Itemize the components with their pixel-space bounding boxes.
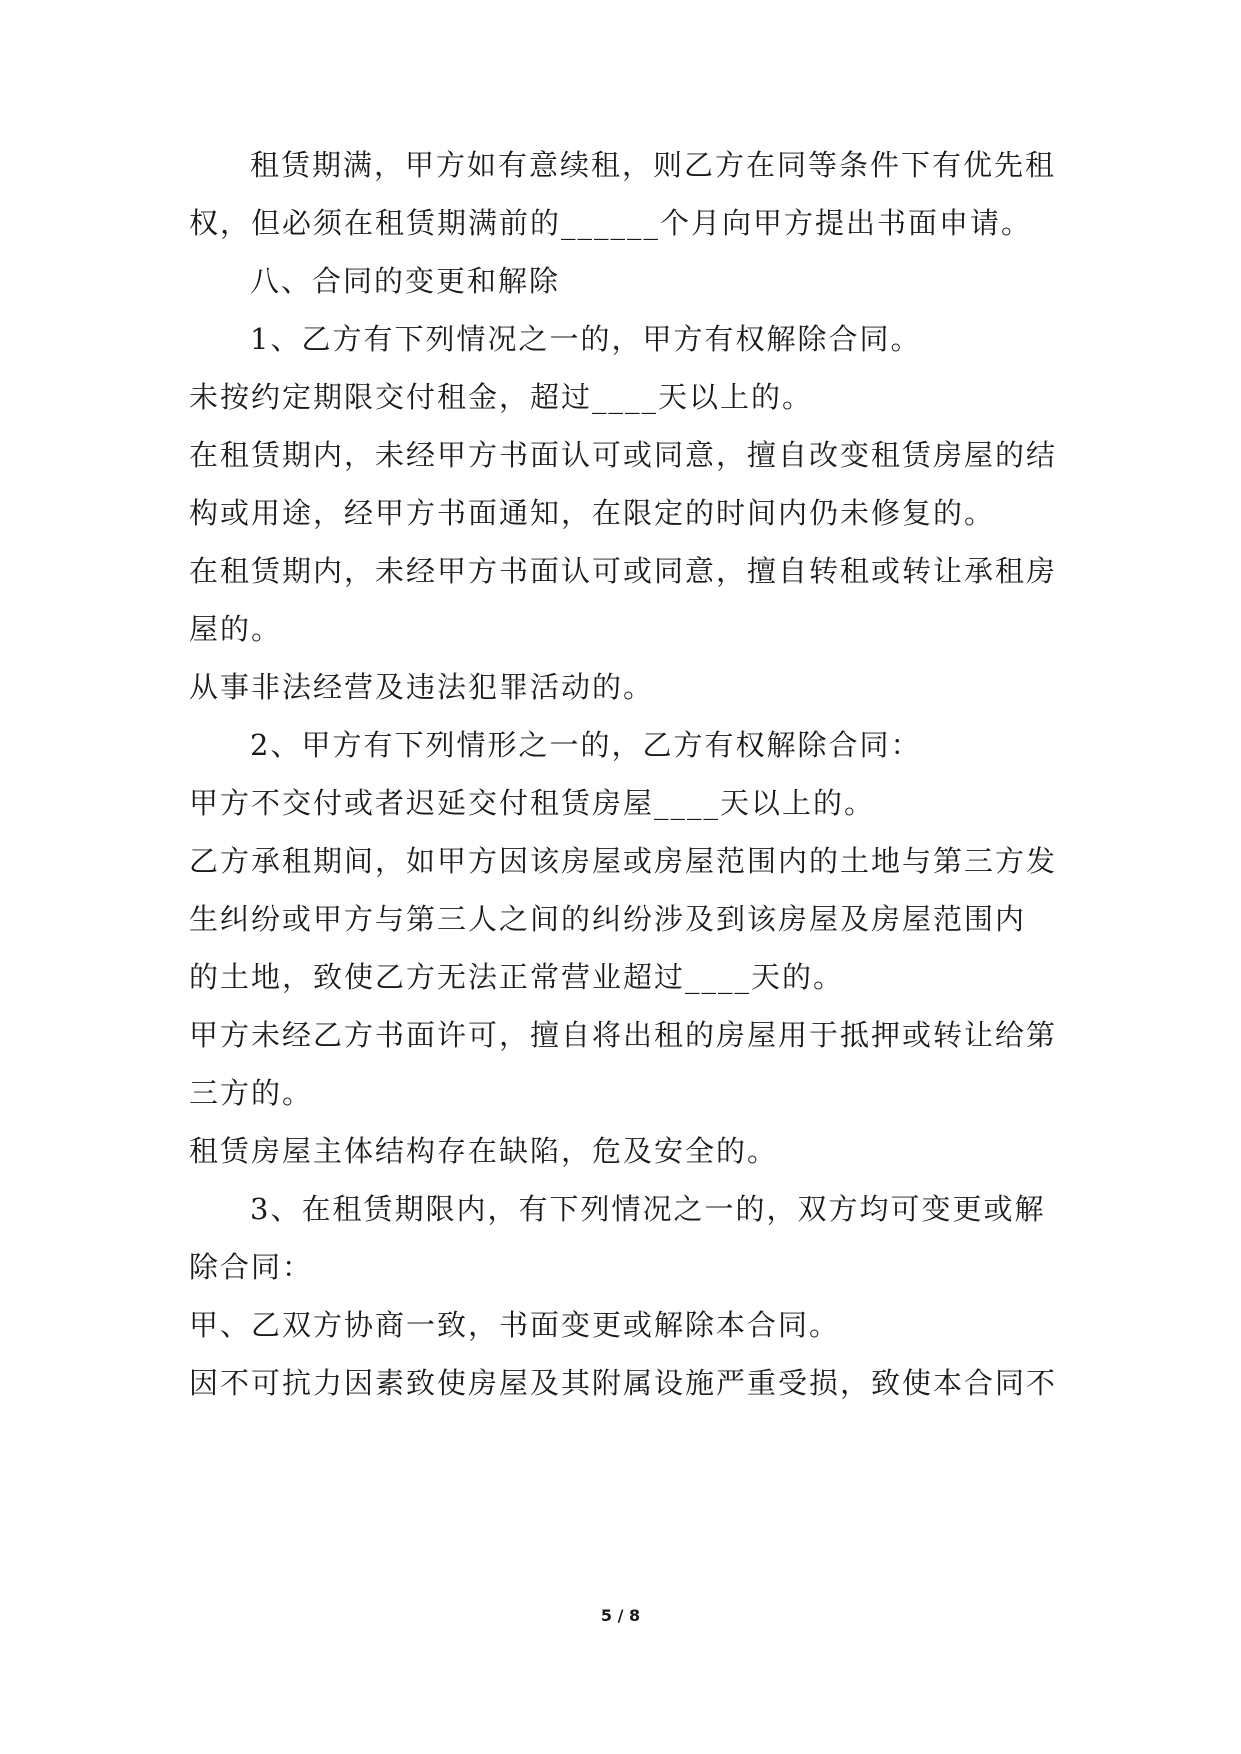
list-item: 在租赁期内，未经甲方书面认可或同意，擅自转租或转让承租房 xyxy=(189,554,1058,588)
list-item: 甲、乙双方协商一致，书面变更或解除本合同。 xyxy=(189,1308,841,1342)
list-item: 甲方不交付或者迟延交付租赁房屋____天以上的。 xyxy=(189,786,876,820)
list-item: 甲方未经乙方书面许可，擅自将出租的房屋用于抵押或转让给第 xyxy=(189,1018,1058,1052)
list-item: 从事非法经营及违法犯罪活动的。 xyxy=(189,670,655,704)
list-item: 租赁房屋主体结构存在缺陷，危及安全的。 xyxy=(189,1134,779,1168)
paragraph-line: 租赁期满，甲方如有意续租，则乙方在同等条件下有优先租 xyxy=(250,148,1057,182)
clause-heading: 3、在租赁期限内，有下列情况之一的，双方均可变更或解 xyxy=(250,1192,1046,1226)
clause-heading: 2、甲方有下列情形之一的，乙方有权解除合同： xyxy=(250,728,922,762)
list-item: 构或用途，经甲方书面通知，在限定的时间内仍未修复的。 xyxy=(189,496,996,530)
list-item: 生纠纷或甲方与第三人之间的纠纷涉及到该房屋及房屋范围内 xyxy=(189,902,1027,936)
list-item: 在租赁期内，未经甲方书面认可或同意，擅自改变租赁房屋的结 xyxy=(189,438,1058,472)
paragraph-line: 除合同： xyxy=(189,1250,314,1284)
paragraph-line: 权，但必须在租赁期满前的______个月向甲方提出书面申请。 xyxy=(189,206,1033,240)
list-item: 未按约定期限交付租金，超过____天以上的。 xyxy=(189,380,814,414)
page-number: 5 / 8 xyxy=(600,1606,641,1625)
list-item: 屋的。 xyxy=(189,612,283,646)
section-heading: 八、合同的变更和解除 xyxy=(250,264,561,298)
list-item: 乙方承租期间，如甲方因该房屋或房屋范围内的土地与第三方发 xyxy=(189,844,1058,878)
list-item: 因不可抗力因素致使房屋及其附属设施严重受损，致使本合同不 xyxy=(189,1366,1058,1400)
clause-heading: 1、乙方有下列情况之一的，甲方有权解除合同。 xyxy=(250,322,922,356)
list-item: 的土地，致使乙方无法正常营业超过____天的。 xyxy=(189,960,845,994)
list-item: 三方的。 xyxy=(189,1076,314,1110)
